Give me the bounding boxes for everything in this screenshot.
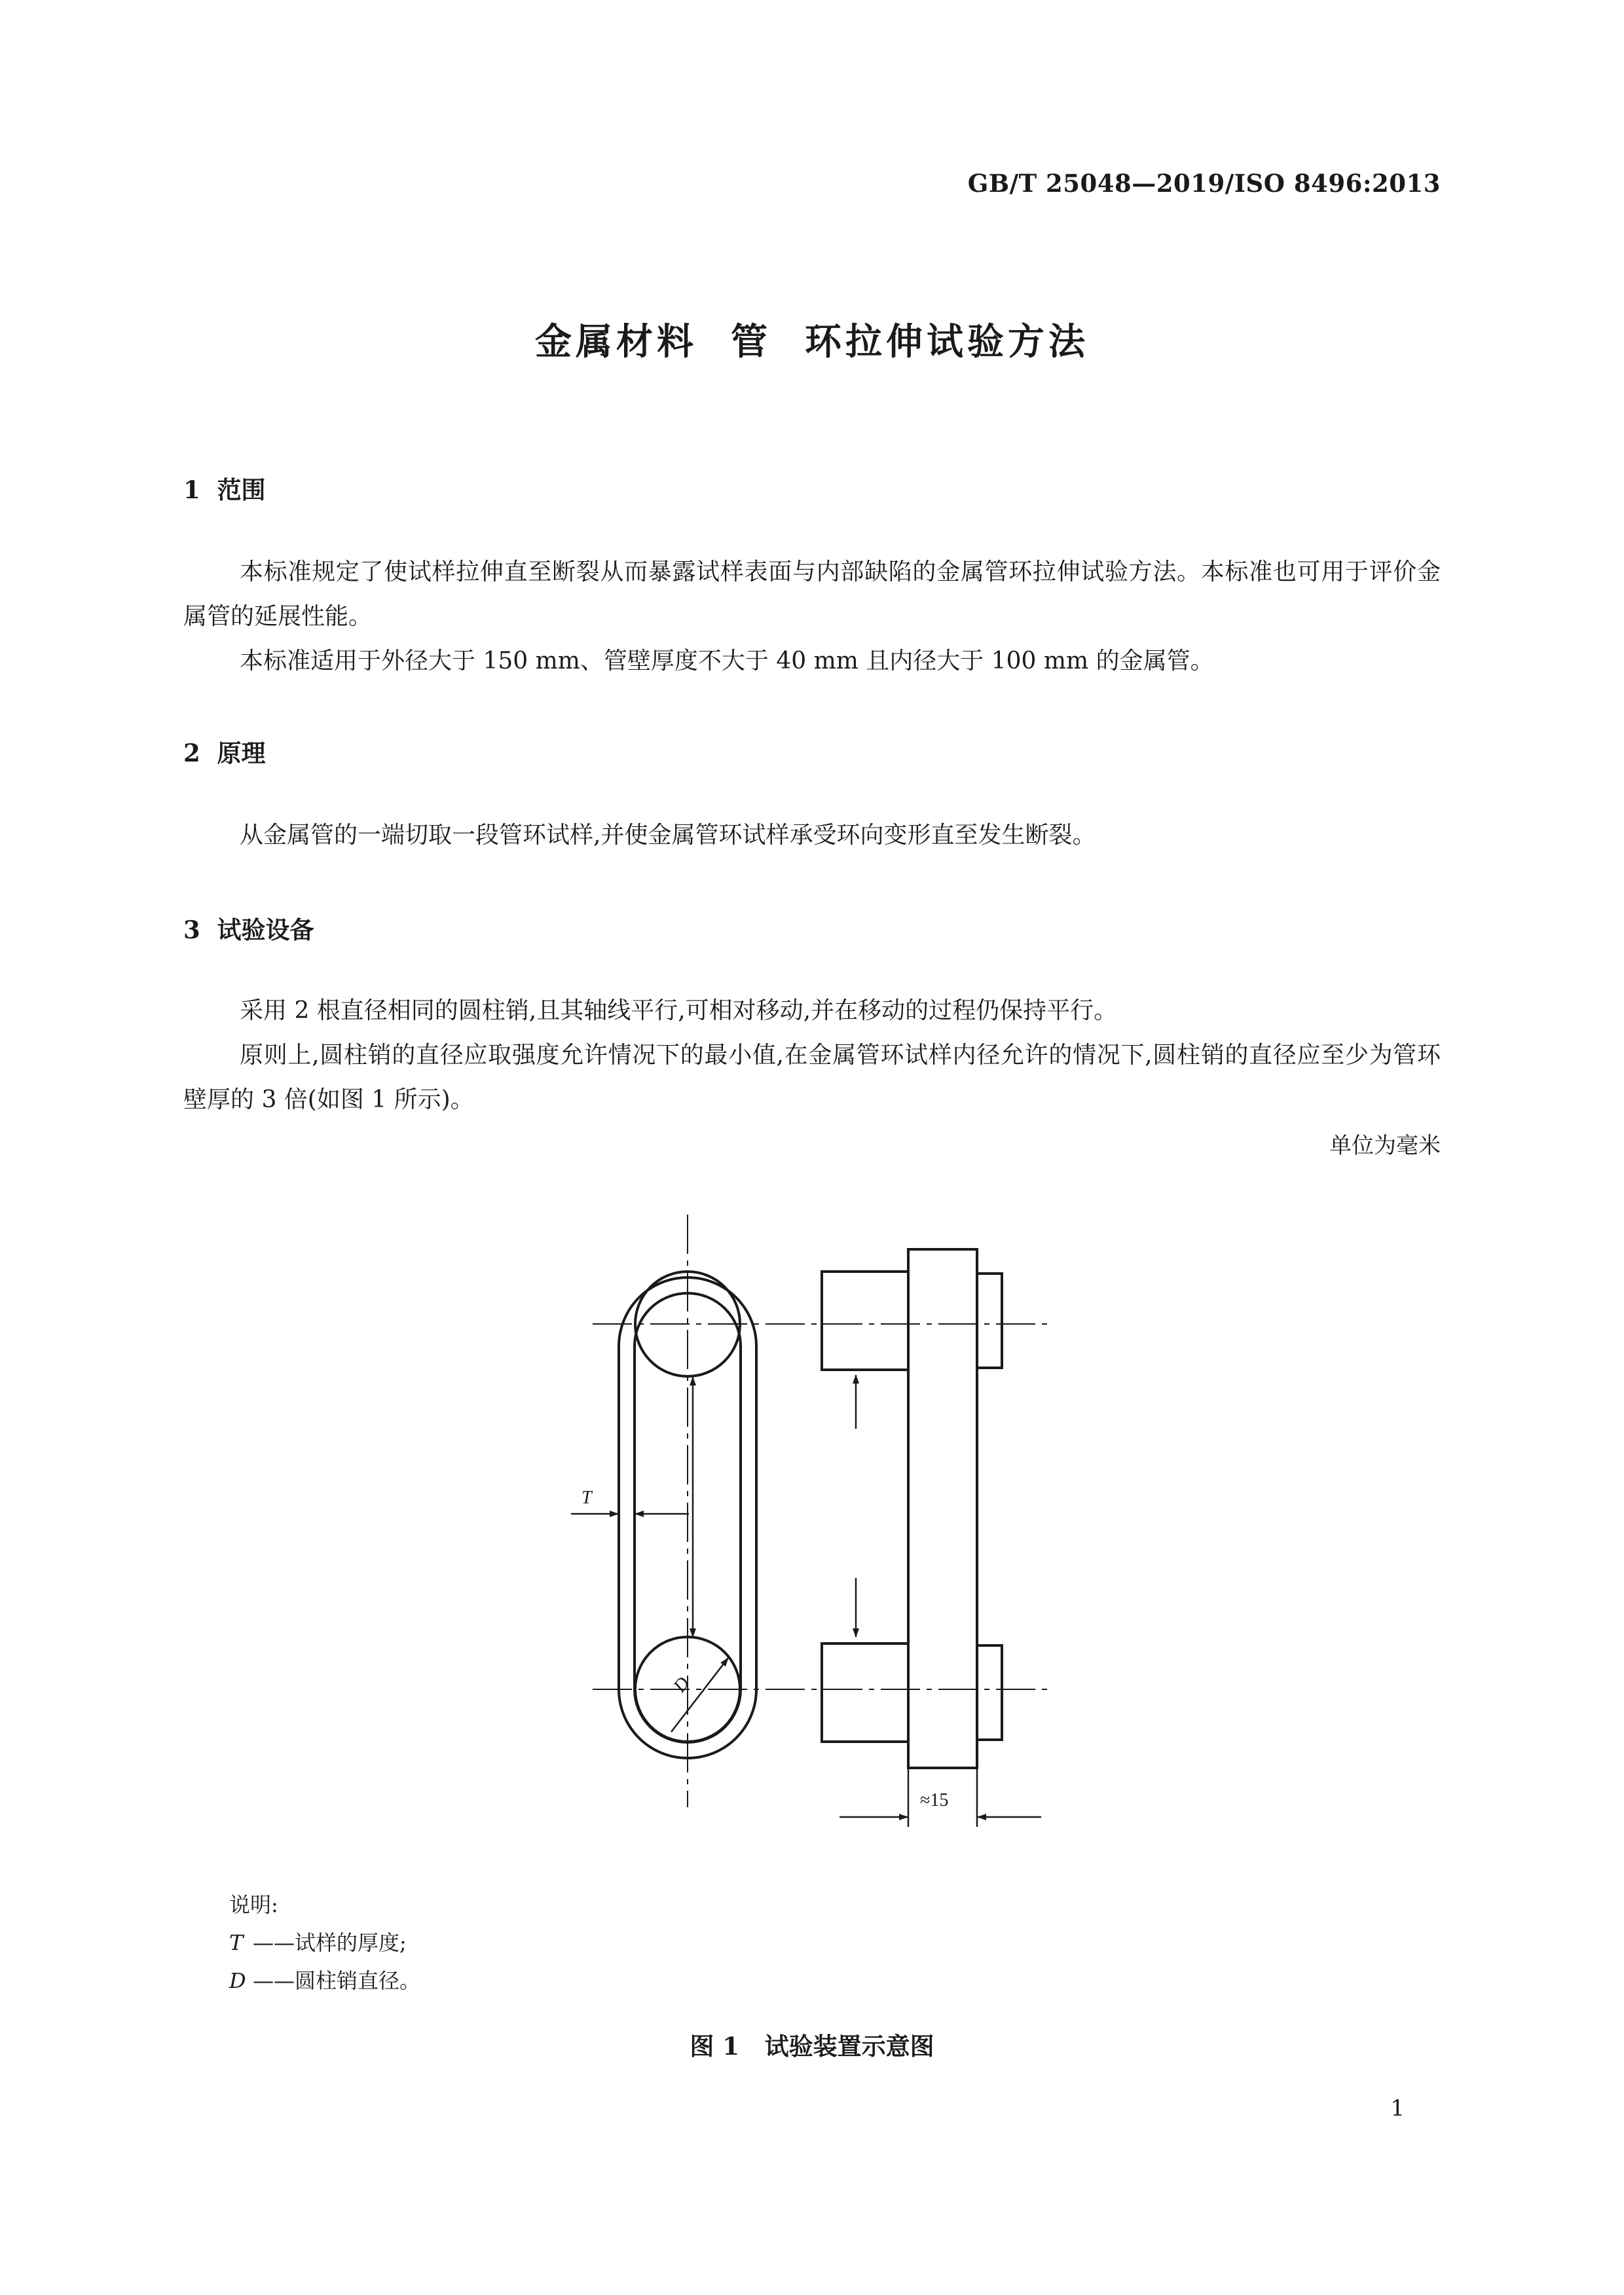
standard-code: GB/T 25048—2019/ISO 8496:2013 (967, 169, 1441, 198)
label-D: D (669, 1673, 694, 1697)
upper-pin-side-left (822, 1272, 908, 1370)
label-T: T (581, 1488, 592, 1508)
principle-paragraph-1: 从金属管的一端切取一段管环试样,并使金属管环试样承受环向变形直至发生断裂。 (240, 822, 1096, 849)
apparatus-paragraph-2: 原则上,圆柱销的直径应取强度允许情况下的最小值,在金属管环试样内径允许的情况下,圆柱销的直径应至少为管环壁厚的 3 倍(如图 1 所示)。 (183, 1042, 1441, 1113)
figure-notes (229, 1886, 884, 2000)
scope-paragraph-1: 本标准规定了使试样拉伸直至断裂从而暴露试样表面与内部缺陷的金属管环拉伸试验方法。本标准也可用于评价金属管的延展性能。 (183, 559, 1441, 630)
lower-pin-side-right (977, 1645, 1002, 1740)
figure-caption: 图 1 试验装置示意图 (690, 2032, 934, 2061)
note-item (229, 1924, 884, 1962)
notes-heading: 说明: (229, 1892, 278, 1917)
note-symbol: D (229, 1968, 246, 1993)
page-number: 1 (1390, 2095, 1405, 2121)
unit-note: 单位为毫米 (1329, 1133, 1441, 1159)
apparatus-paragraph-1: 采用 2 根直径相同的圆柱销,且其轴线平行,可相对移动,并在移动的过程仍保持平行。 (240, 997, 1118, 1024)
note-text: ——试样的厚度; (253, 1930, 407, 1955)
note-text: ——圆柱销直径。 (253, 1968, 421, 1993)
section-heading-apparatus: 3 试验设备 (183, 915, 314, 944)
diameter-line (671, 1658, 728, 1732)
center-lines (593, 1215, 1048, 1807)
section-heading-scope: 1 范围 (183, 475, 266, 504)
ring-specimen-side-view (908, 1249, 977, 1768)
dimension-label: ≈15 (920, 1790, 949, 1810)
upper-pin-side-right (977, 1274, 1002, 1368)
scope-paragraph-2: 本标准适用于外径大于 150 mm、管壁厚度不大于 40 mm 且内径大于 100 mm 的金属管。 (240, 648, 1214, 674)
section-heading-principle: 2 原理 (183, 739, 266, 767)
page-title: 金属材料 管 环拉伸试验方法 (535, 320, 1089, 363)
lower-pin-side-left (822, 1643, 908, 1742)
note-symbol: T (229, 1930, 244, 1955)
note-item (229, 1962, 884, 2000)
